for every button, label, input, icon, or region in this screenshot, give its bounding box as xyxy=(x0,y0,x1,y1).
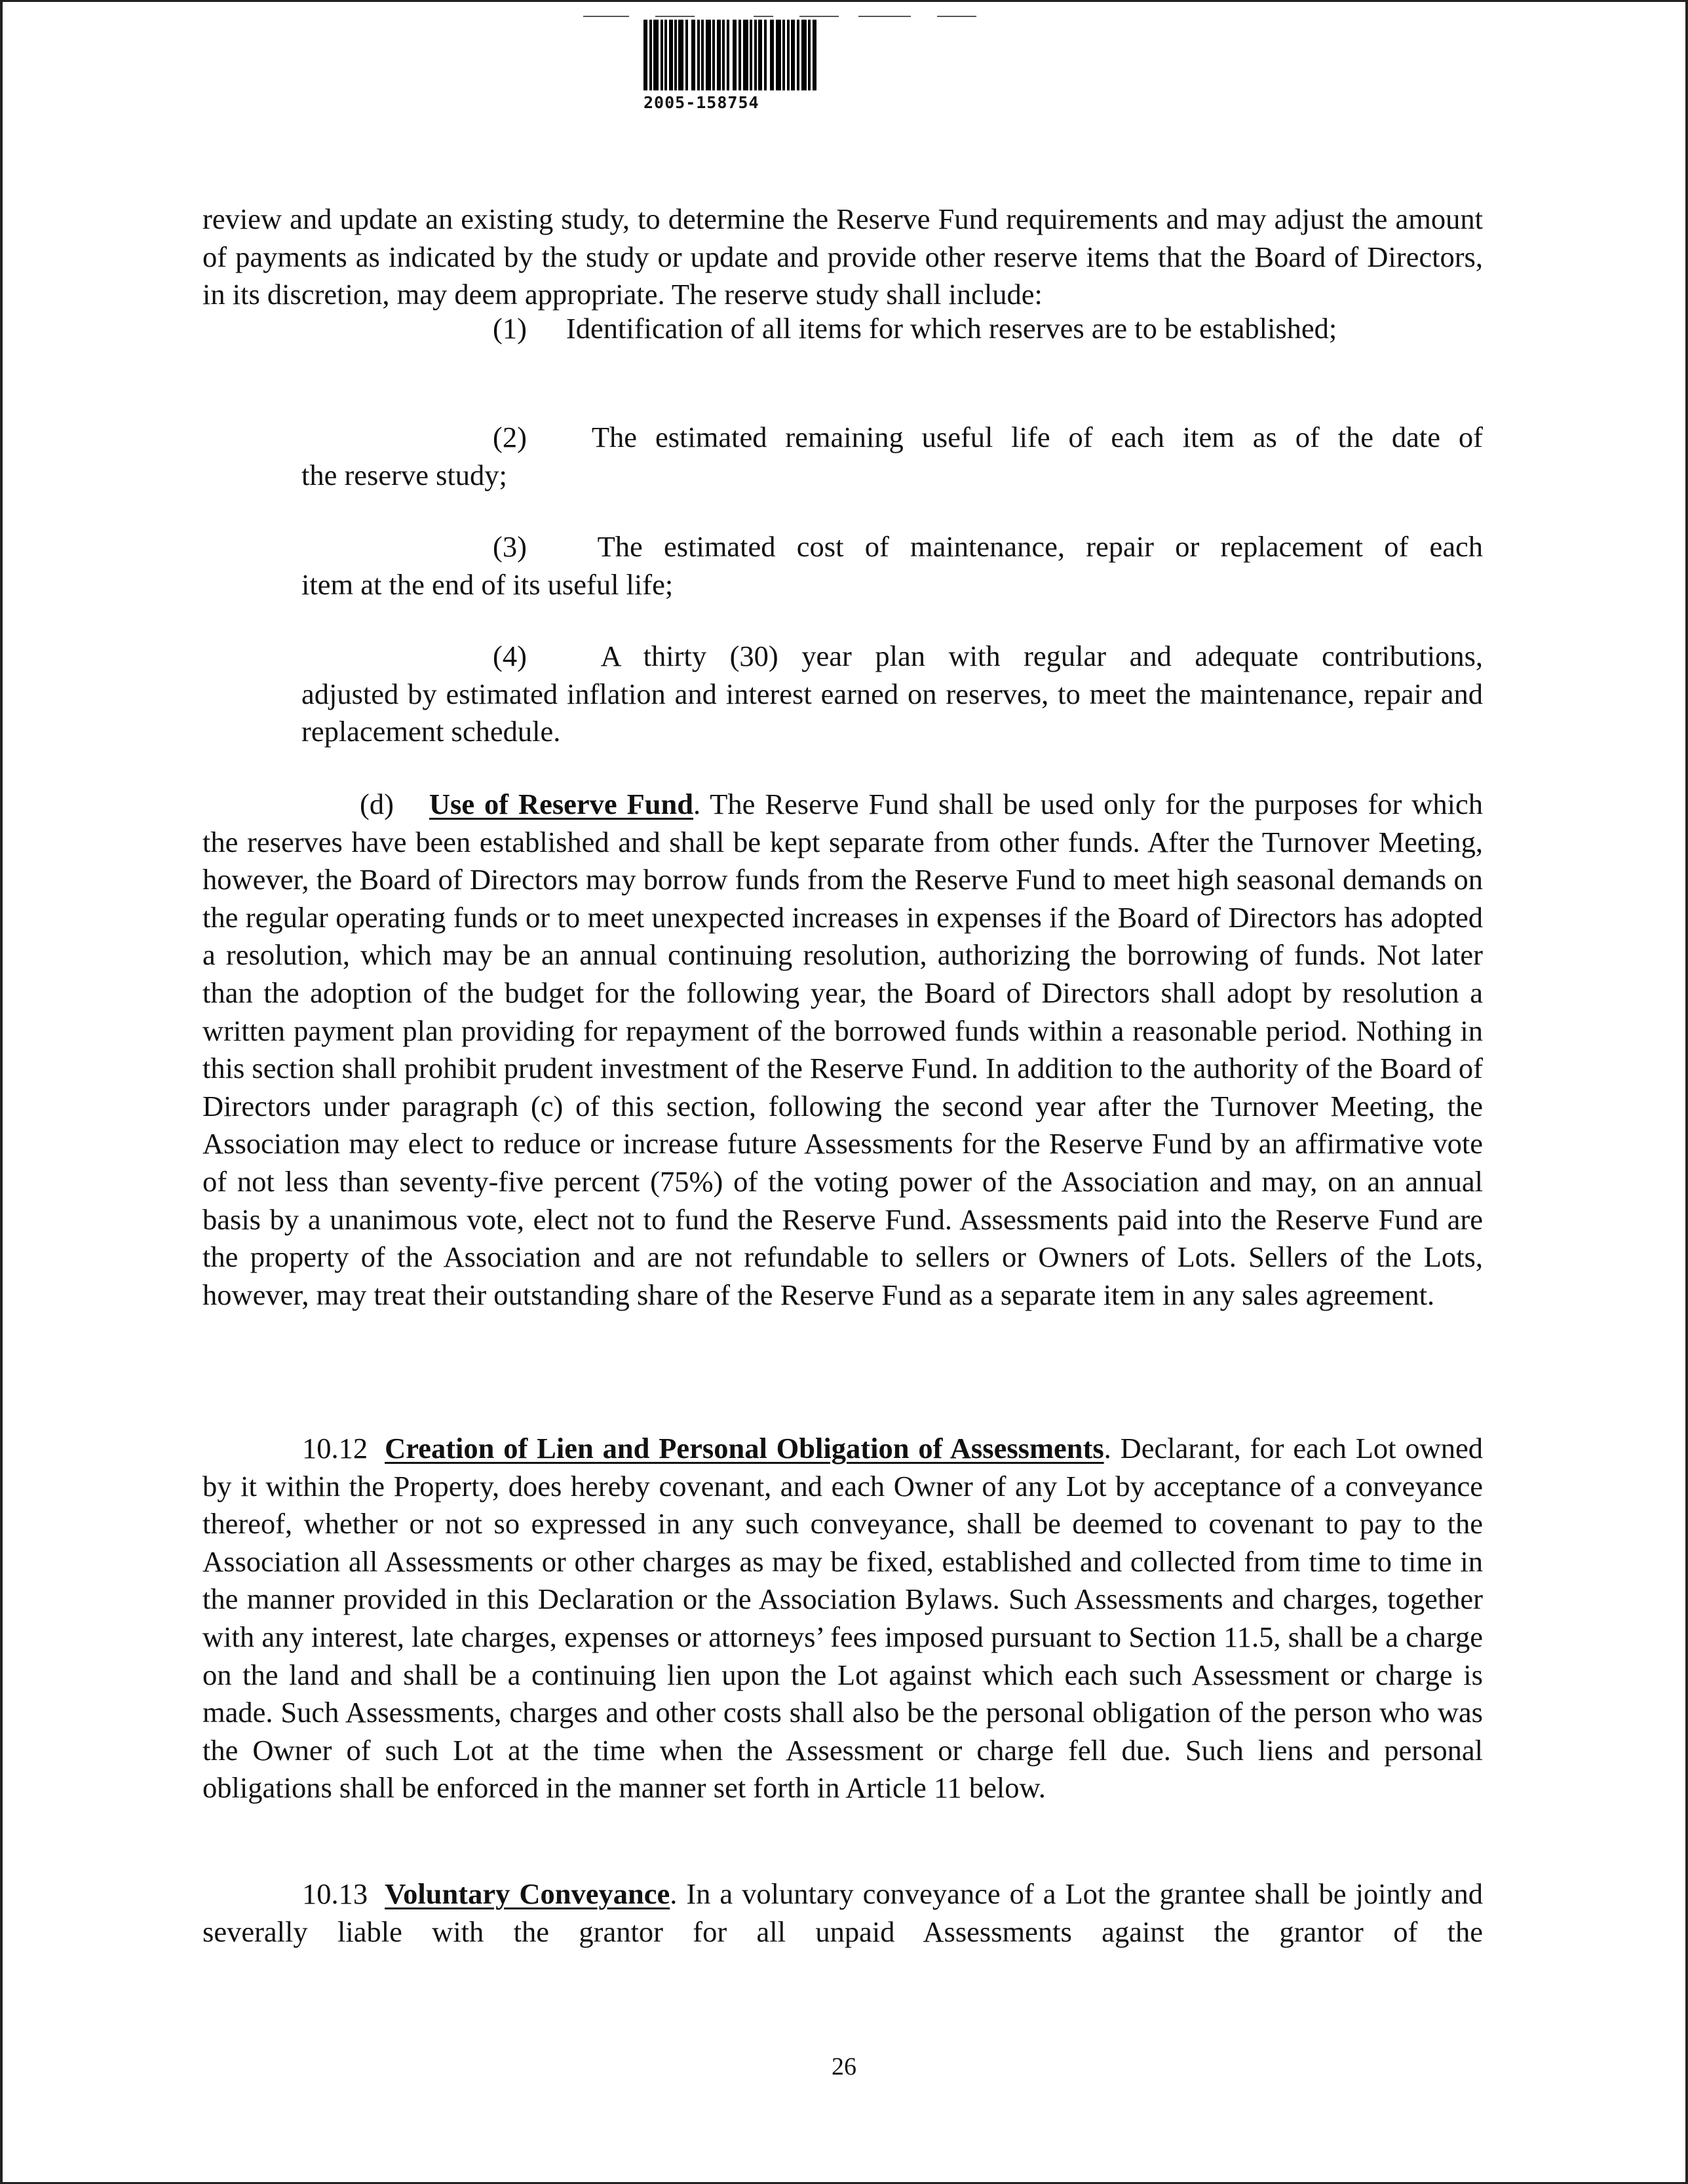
barcode-number: 2005-158754 xyxy=(643,93,759,112)
section-d-block xyxy=(202,786,1483,1314)
barcode-bar xyxy=(706,20,711,90)
list-item-number: (1) xyxy=(493,312,527,345)
section-10-12-paragraph xyxy=(202,1430,1483,1807)
list-item-2 xyxy=(301,419,1483,494)
section-10-13-block xyxy=(202,1875,1483,1951)
list-item-1 xyxy=(493,310,1483,348)
barcode-bar xyxy=(801,20,807,90)
barcode-bar xyxy=(678,20,683,90)
list-item-number: (4) xyxy=(493,640,527,672)
list-item-text: The estimated cost of maintenance, repair or replacement of each xyxy=(597,530,1484,563)
list-item-text: The estimated remaining useful life of each item as of the date of xyxy=(591,421,1484,453)
list-item-number: (2) xyxy=(493,421,527,453)
barcode-bar xyxy=(743,20,748,90)
list-item-text: A thirty (30) year plan with regular and adequate contributions, xyxy=(600,640,1484,672)
document-barcode xyxy=(643,20,951,112)
section-10-12-heading: Creation of Lien and Personal Obligation of Assessments xyxy=(385,1432,1104,1465)
section-d-heading: Use of Reserve Fund xyxy=(429,788,694,820)
section-d-body: . The Reserve Fund shall be used only for the purposes for which the reserves have been established and shall be kept separate from other funds. After the Turnover Meeting, however, the Board of Directors may borrow funds from the Reserve Fund to meet high seasonal demands on the regular operating funds or to meet unexpected increases in expenses if the Board of Directors has adopted a resolution, which may be an annual continuing resolution, authorizing the borrowing of funds. Not later than the adoption of the budget for the following year, the Board of Directors shall adopt by resolution a written payment plan providing for repayment of the borrowed funds within a reasonable period. Nothing in this section shall prohibit prudent investment of the Reserve Fund. In addition to the authority of the Board of Directors under paragraph (c) of this section, following the second year after the Turnover Meeting, the Association may elect to reduce or increase future Assessments for the Reserve Fund by an affirmative vote of not less than seventy-five percent (75%) of the voting power of the Association and may, on an annual basis by a unanimous vote, elect not to fund the Reserve Fund. Assessments paid into the Reserve Fund are the property of the Association and are not refundable to sellers or Owners of Lots. Sellers of the Lots, however, may treat their outstanding share of the Reserve Fund as a separate item in any sales agreement. xyxy=(202,788,1483,1311)
list-item-continuation: item at the end of its useful life; xyxy=(301,567,674,601)
list-item-number: (3) xyxy=(493,530,527,563)
section-10-12-body: . Declarant, for each Lot owned by it within the Property, does hereby covenant, and each Owner of any Lot by acceptance of a conveyance thereof, whether or not so expressed in any such conveyance, shall be deemed to covenant to pay to the Association all Assessments or other charges as may be fixed, established and collected from time to time in the manner provided in this Declaration or the Association Bylaws. Such Assessments and charges, together with any interest, late charges, expenses or attorneys’ fees imposed pursuant to Section 11.5, shall be a charge on the land and shall be a continuing lien upon the Lot against which each such Assessment or charge is made. Such Assessments, charges and other costs shall also be the personal obligation of the person who was the Owner of such Lot at the time when the Assessment or charge fell due. Such liens and personal obligations shall be enforced in the manner set forth in Article 11 below. xyxy=(202,1432,1484,1805)
section-10-12-number: 10.12 xyxy=(302,1432,368,1465)
list-item-3 xyxy=(301,528,1483,603)
intro-paragraph-block xyxy=(202,201,1483,314)
page-number: 26 xyxy=(832,2053,856,2080)
list-item-4 xyxy=(301,638,1483,751)
intro-paragraph: review and update an existing study, to determine the Reserve Fund requirements and may adjust the amount of payments as indicated by the study or update and provide other reserve items that the Board of Directors, in its discretion, may deem appropriate. The reserve study shall include: xyxy=(202,202,1483,311)
section-10-12-block xyxy=(202,1430,1483,1807)
barcode-bar xyxy=(653,20,659,90)
section-10-13-number: 10.13 xyxy=(302,1877,368,1910)
barcode-bar xyxy=(813,20,816,90)
section-d-label: (d) xyxy=(360,788,394,820)
section-d-paragraph xyxy=(202,786,1483,1314)
list-item-continuation: adjusted by estimated inflation and interest earned on reserves, to meet the maintenance, repair and replacement schedule. xyxy=(301,677,1483,748)
section-10-13-heading: Voluntary Conveyance xyxy=(385,1877,670,1910)
section-10-13-paragraph xyxy=(202,1875,1483,1951)
section-10-13-body: . In a voluntary conveyance of a Lot the grantee shall be jointly and severally liable with the grantor for all unpaid Assessments against the grantor of the xyxy=(202,1877,1483,1948)
barcode-bars xyxy=(643,20,951,90)
list-item-text: Identification of all items for which reserves are to be established; xyxy=(566,312,1337,345)
list-item-continuation: the reserve study; xyxy=(301,458,507,491)
barcode-bar xyxy=(776,20,781,90)
